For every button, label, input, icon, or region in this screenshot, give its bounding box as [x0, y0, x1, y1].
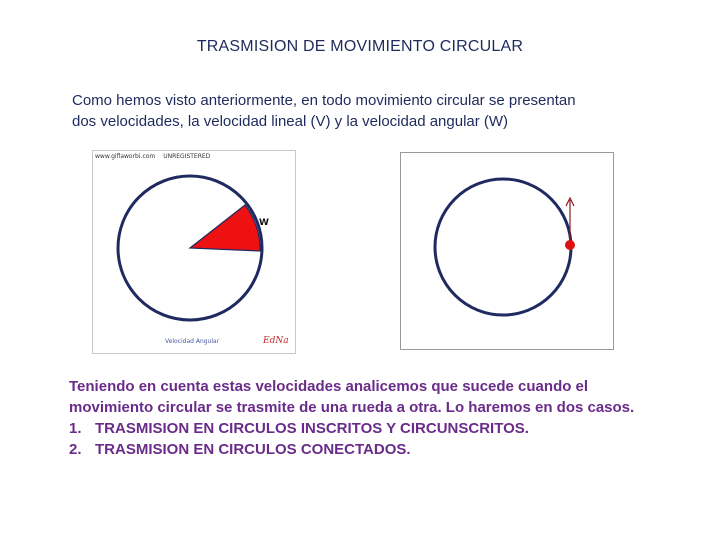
angular-caption: Velocidad Angular: [165, 338, 220, 345]
list-item-number: 2.: [69, 441, 82, 458]
watermark: [95, 153, 210, 160]
intro-line-2: dos velocidades, la velocidad lineal (V) y la velocidad angular (W): [72, 113, 509, 130]
watermark-tag: UNREGISTERED: [163, 153, 211, 160]
angular-velocity-drawing: [93, 151, 295, 353]
intro-paragraph: [72, 90, 662, 132]
moving-point: [565, 240, 575, 250]
linear-velocity-drawing: [401, 153, 613, 349]
list-item-number: 1.: [69, 420, 82, 437]
body-line-1: Teniendo en cuenta estas velocidades analicemos que sucede cuando el: [69, 378, 589, 395]
watermark-site: www.giflaworbi.com: [95, 153, 156, 160]
list-item-text: TRASMISION EN CIRCULOS INSCRITOS Y CIRCUNSCRITOS.: [95, 420, 529, 437]
linear-velocity-figure: [400, 152, 614, 350]
body-paragraph: [69, 376, 709, 460]
page-title: TRASMISION DE MOVIMIENTO CIRCULAR: [196, 38, 524, 55]
intro-line-1: Como hemos visto anteriormente, en todo movimiento circular se presentan: [72, 92, 576, 109]
brand-logo: EdNa: [263, 336, 289, 346]
angular-sector-label: W: [259, 218, 269, 228]
list-item: [69, 439, 709, 460]
list-item-text: TRASMISION EN CIRCULOS CONECTADOS.: [95, 441, 411, 458]
angular-velocity-figure: [92, 150, 296, 354]
linear-circle: [435, 179, 571, 315]
list-item: [69, 418, 709, 439]
body-line-2: movimiento circular se trasmite de una rueda a otra. Lo haremos en dos casos.: [69, 399, 635, 416]
